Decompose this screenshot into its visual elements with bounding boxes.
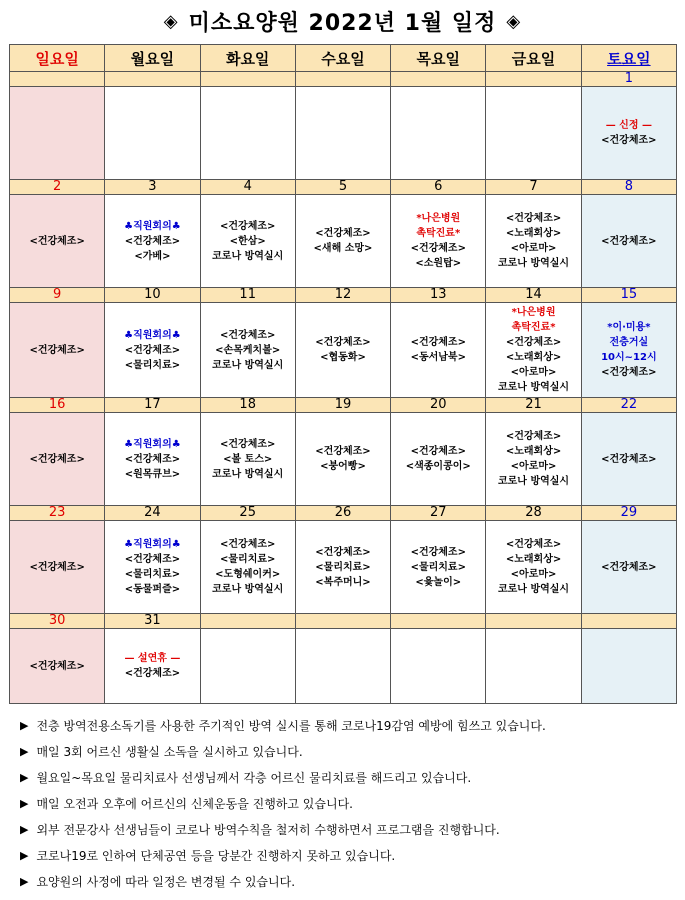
event-line: <복주머니>	[315, 576, 371, 588]
notice-item	[0, 712, 685, 738]
day-cell	[200, 195, 295, 288]
day-cell	[10, 303, 105, 398]
date-number: 19	[295, 398, 390, 413]
weekday-monday: 월요일	[105, 45, 200, 72]
notice-item	[0, 816, 685, 842]
notice-text: 매일 오전과 오후에 어르신의 신체운동을 진행하고 있습니다.	[36, 796, 353, 811]
date-number: 22	[581, 398, 676, 413]
event-line: <소원탑>	[415, 258, 462, 269]
date-number: 17	[105, 398, 200, 413]
event-line: <건강체조>	[505, 213, 562, 224]
date-number	[295, 72, 390, 87]
event-line: <건강체조>	[220, 438, 276, 450]
event-line: <동물퍼즐>	[124, 584, 181, 595]
event-line: <노래회상>	[505, 446, 562, 457]
date-number: 30	[10, 614, 105, 629]
event-line: — 신정 —	[605, 120, 652, 131]
event-line: ♣직원회의♣	[124, 220, 181, 232]
notice-item	[0, 738, 685, 764]
event-line: <협동화>	[320, 352, 366, 363]
event-line: *나은병원	[416, 213, 461, 224]
event-line: 코로나 방역실시	[212, 584, 284, 595]
event-line: <건강체조>	[315, 228, 371, 239]
event-line: <물리치료>	[315, 561, 371, 573]
weekday-wednesday: 수요일	[295, 45, 390, 72]
triangle-bullet-icon: ▶	[20, 770, 29, 784]
notice-item	[0, 868, 685, 894]
weekday-friday: 금요일	[486, 45, 581, 72]
date-number: 24	[105, 506, 200, 521]
event-line: <건강체조>	[124, 668, 181, 679]
event-line: ♣직원회의♣	[124, 539, 181, 550]
date-number-row	[10, 506, 677, 521]
event-line: <아로마>	[510, 367, 557, 378]
date-number: 12	[295, 288, 390, 303]
event-line: <한삼>	[229, 235, 266, 247]
event-line: 10시~12시	[601, 352, 657, 363]
event-line: <볼 토스>	[223, 453, 273, 465]
event-line: <물리치료>	[124, 569, 181, 580]
event-line: <가베>	[134, 250, 171, 262]
event-line: <건강체조>	[601, 367, 657, 378]
date-number: 6	[391, 180, 486, 195]
event-line: <건강체조>	[505, 431, 562, 442]
date-number: 3	[105, 180, 200, 195]
day-cell	[105, 195, 200, 288]
day-cell	[391, 629, 486, 704]
event-line: <물리치료>	[124, 359, 181, 371]
day-cell	[105, 87, 200, 180]
diamond-icon: ◈	[506, 10, 522, 32]
day-cell	[200, 413, 295, 506]
event-line: <노래회상>	[505, 554, 562, 565]
event-line: 촉탁진료*	[416, 228, 461, 239]
event-line: <물리치료>	[410, 561, 466, 573]
event-line: 코로나 방역실시	[497, 258, 570, 269]
day-cell	[581, 195, 676, 288]
date-number: 1	[581, 72, 676, 87]
event-line: <건강체조>	[601, 453, 657, 465]
triangle-bullet-icon: ▶	[20, 848, 29, 862]
event-line: <건강체조>	[124, 344, 181, 356]
date-number-row	[10, 614, 677, 629]
date-number: 8	[581, 180, 676, 195]
event-line: <색종이콩이>	[405, 461, 471, 472]
date-number-row	[10, 288, 677, 303]
event-line: <도형쉐이커>	[215, 569, 281, 580]
day-cell	[486, 87, 581, 180]
weekday-header-row	[10, 45, 677, 72]
event-line: <건강체조>	[505, 539, 562, 550]
date-number: 10	[105, 288, 200, 303]
day-cell	[391, 303, 486, 398]
date-number	[486, 72, 581, 87]
event-line: <건강체조>	[315, 337, 371, 348]
day-cell	[486, 195, 581, 288]
day-cell	[105, 413, 200, 506]
triangle-bullet-icon: ▶	[20, 874, 29, 888]
event-line: <건강체조>	[220, 220, 276, 232]
date-number: 15	[581, 288, 676, 303]
page-title	[0, 4, 685, 38]
date-number: 25	[200, 506, 295, 521]
triangle-bullet-icon: ▶	[20, 822, 29, 836]
triangle-bullet-icon: ▶	[20, 796, 29, 810]
date-number: 26	[295, 506, 390, 521]
day-cell	[391, 87, 486, 180]
notice-list	[0, 712, 685, 894]
event-line: <건강체조>	[220, 329, 276, 341]
event-line: *이·미용*	[607, 322, 651, 333]
weekday-sunday: 일요일	[10, 45, 105, 72]
date-number: 18	[200, 398, 295, 413]
date-number: 14	[486, 288, 581, 303]
event-line: 촉탁진료*	[511, 322, 556, 333]
day-cell	[10, 87, 105, 180]
day-cell	[295, 303, 390, 398]
date-number: 23	[10, 506, 105, 521]
date-number: 4	[200, 180, 295, 195]
notice-text: 매일 3회 어르신 생활실 소독을 실시하고 있습니다.	[36, 744, 303, 759]
date-number	[200, 614, 295, 629]
day-cell	[581, 87, 676, 180]
event-line: <건강체조>	[315, 546, 371, 558]
day-cell	[10, 195, 105, 288]
event-line: ♣직원회의♣	[124, 329, 181, 341]
date-number: 27	[391, 506, 486, 521]
event-line: <물리치료>	[220, 554, 276, 565]
date-number	[391, 72, 486, 87]
event-line: <건강체조>	[220, 539, 276, 550]
week-row	[10, 629, 677, 704]
event-line: <건강체조>	[410, 337, 466, 348]
diamond-icon: ◈	[163, 10, 179, 32]
week-row	[10, 413, 677, 506]
triangle-bullet-icon: ▶	[20, 718, 29, 732]
date-number: 16	[10, 398, 105, 413]
day-cell	[295, 195, 390, 288]
notice-item	[0, 764, 685, 790]
week-row	[10, 195, 677, 288]
weekday-tuesday: 화요일	[200, 45, 295, 72]
date-number	[200, 72, 295, 87]
event-line: <건강체조>	[410, 546, 466, 558]
event-line: <건강체조>	[124, 235, 181, 247]
day-cell	[200, 87, 295, 180]
day-cell	[105, 521, 200, 614]
date-number: 9	[10, 288, 105, 303]
event-line: <건강체조>	[29, 660, 85, 672]
event-line: <건강체조>	[124, 453, 181, 465]
event-line: — 설연휴 —	[124, 653, 181, 664]
event-line: <건강체조>	[505, 337, 562, 348]
event-line: <노래회상>	[505, 228, 562, 239]
day-cell	[581, 413, 676, 506]
event-line: 코로나 방역실시	[497, 584, 570, 595]
notice-text: 코로나19로 인하여 단체공연 등을 당분간 진행하지 못하고 있습니다.	[36, 848, 396, 863]
notice-item	[0, 790, 685, 816]
day-cell	[295, 87, 390, 180]
date-number: 11	[200, 288, 295, 303]
day-cell	[486, 413, 581, 506]
weekday-saturday: 토요일	[581, 45, 676, 72]
event-line: <새해 소망>	[313, 243, 373, 254]
event-line: <동서남북>	[410, 352, 466, 363]
date-number	[486, 614, 581, 629]
event-line: <건강체조>	[410, 446, 466, 457]
event-line: *나은병원	[511, 307, 556, 318]
day-cell	[581, 303, 676, 398]
event-line: <건강체조>	[601, 135, 657, 146]
week-row	[10, 87, 677, 180]
week-row	[10, 303, 677, 398]
day-cell	[200, 303, 295, 398]
day-cell	[486, 629, 581, 704]
event-line: 코로나 방역실시	[212, 250, 284, 262]
day-cell	[391, 195, 486, 288]
notice-text: 외부 전문강사 선생님들이 코로나 방역수칙을 철저히 수행하면서 프로그램을 진행합니다.	[36, 822, 500, 837]
date-number	[295, 614, 390, 629]
day-cell	[10, 629, 105, 704]
date-number: 21	[486, 398, 581, 413]
day-cell	[581, 629, 676, 704]
day-cell	[105, 629, 200, 704]
event-line: <건강체조>	[601, 235, 657, 247]
date-number	[105, 72, 200, 87]
day-cell	[295, 521, 390, 614]
day-cell	[391, 413, 486, 506]
date-number: 13	[391, 288, 486, 303]
event-line: <붕어빵>	[320, 461, 366, 472]
event-line: <건강체조>	[410, 243, 466, 254]
date-number: 2	[10, 180, 105, 195]
calendar-table	[9, 44, 677, 704]
event-line: <건강체조>	[601, 561, 657, 573]
notice-item	[0, 842, 685, 868]
day-cell	[486, 303, 581, 398]
week-row	[10, 521, 677, 614]
triangle-bullet-icon: ▶	[20, 744, 29, 758]
date-number	[581, 614, 676, 629]
event-line: <윷놀이>	[415, 576, 462, 588]
event-line: <건강체조>	[29, 561, 85, 573]
day-cell	[486, 521, 581, 614]
date-number-row	[10, 180, 677, 195]
day-cell	[10, 413, 105, 506]
date-number: 31	[105, 614, 200, 629]
event-line: <건강체조>	[124, 554, 181, 565]
event-line: 코로나 방역실시	[497, 382, 570, 393]
event-line: 코로나 방역실시	[212, 468, 284, 480]
title-text: 미소요양원 2022년 1월 일정	[188, 10, 497, 36]
date-number-row	[10, 72, 677, 87]
date-number: 29	[581, 506, 676, 521]
event-line: <건강체조>	[29, 235, 85, 247]
event-line: <아로마>	[510, 569, 557, 580]
date-number-row	[10, 398, 677, 413]
event-line: 코로나 방역실시	[497, 476, 570, 487]
weekday-thursday: 목요일	[391, 45, 486, 72]
date-number: 20	[391, 398, 486, 413]
date-number: 7	[486, 180, 581, 195]
event-line: 코로나 방역실시	[212, 359, 284, 371]
day-cell	[391, 521, 486, 614]
day-cell	[581, 521, 676, 614]
event-line: <노래회상>	[505, 352, 562, 363]
event-line: <건강체조>	[29, 344, 85, 356]
event-line: 전층거실	[609, 337, 649, 348]
notice-text: 전층 방역전용소독기를 사용한 주기적인 방역 실시를 통해 코로나19감염 예방에 힘쓰고 있습니다.	[36, 718, 546, 733]
date-number	[10, 72, 105, 87]
day-cell	[105, 303, 200, 398]
day-cell	[295, 629, 390, 704]
event-line: <건강체조>	[315, 446, 371, 457]
day-cell	[295, 413, 390, 506]
event-line: <손목케치볼>	[215, 344, 281, 356]
date-number: 5	[295, 180, 390, 195]
day-cell	[200, 521, 295, 614]
event-line: <건강체조>	[29, 453, 85, 465]
event-line: <아로마>	[510, 461, 557, 472]
event-line: ♣직원회의♣	[124, 438, 181, 450]
date-number: 28	[486, 506, 581, 521]
event-line: <원목큐브>	[124, 468, 181, 480]
day-cell	[200, 629, 295, 704]
notice-text: 요양원의 사정에 따라 일정은 변경될 수 있습니다.	[36, 874, 296, 889]
date-number	[391, 614, 486, 629]
notice-text: 월요일~목요일 물리치료사 선생님께서 각층 어르신 물리치료를 해드리고 있습니다.	[36, 770, 472, 785]
event-line: <아로마>	[510, 243, 557, 254]
day-cell	[10, 521, 105, 614]
